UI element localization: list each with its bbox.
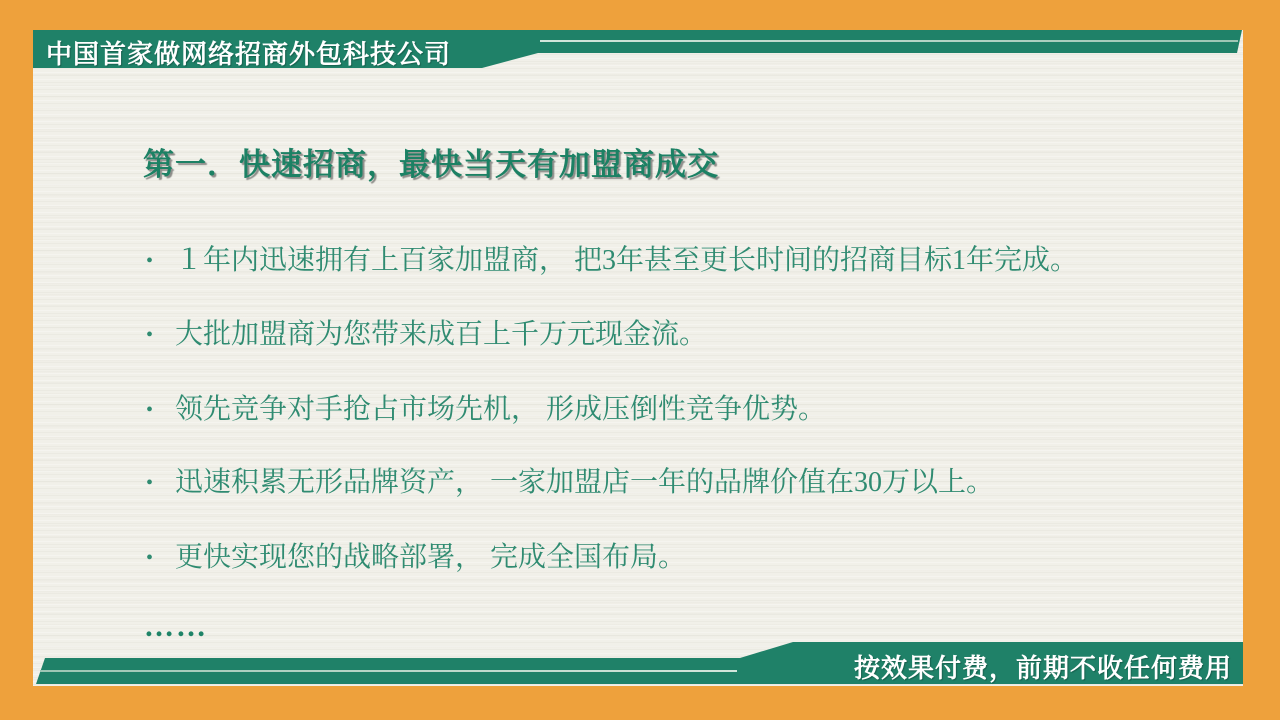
slide-title: 第一．快速招商，最快当天有加盟商成交 — [143, 147, 719, 182]
bullet-text: 更快实现您的战略部署， 完成全国布局。 — [175, 542, 687, 573]
footer-accent-line — [40, 670, 737, 672]
footer-slogan: 按效果付费，前期不收任何费用 — [853, 653, 1232, 683]
slide-content-background — [33, 30, 1243, 686]
company-tagline: 中国首家做网络招商外包科技公司 — [46, 39, 452, 69]
bullet-item — [146, 317, 707, 353]
bullet-item — [146, 243, 1078, 279]
continuation-ellipsis: …… — [144, 610, 208, 643]
bullet-item — [146, 465, 994, 501]
bullet-dot-icon: • — [146, 324, 154, 346]
bullet-dot-icon: • — [146, 547, 154, 569]
bullet-dot-icon: • — [146, 472, 154, 494]
bullet-text: 领先竞争对手抢占市场先机， 形成压倒性竞争优势。 — [175, 394, 827, 425]
bullet-text: １年内迅速拥有上百家加盟商， 把3年甚至更长时间的招商目标1年完成。 — [175, 245, 1079, 276]
bullet-item — [146, 540, 686, 576]
header-accent-line — [540, 40, 1238, 42]
bullet-dot-icon: • — [146, 250, 154, 272]
bullet-text: 迅速积累无形品牌资产， 一家加盟店一年的品牌价值在30万以上。 — [175, 467, 995, 498]
bullet-text: 大批加盟商为您带来成百上千万元现金流。 — [175, 319, 708, 350]
bullet-item — [146, 392, 826, 428]
bullet-dot-icon: • — [146, 399, 154, 421]
